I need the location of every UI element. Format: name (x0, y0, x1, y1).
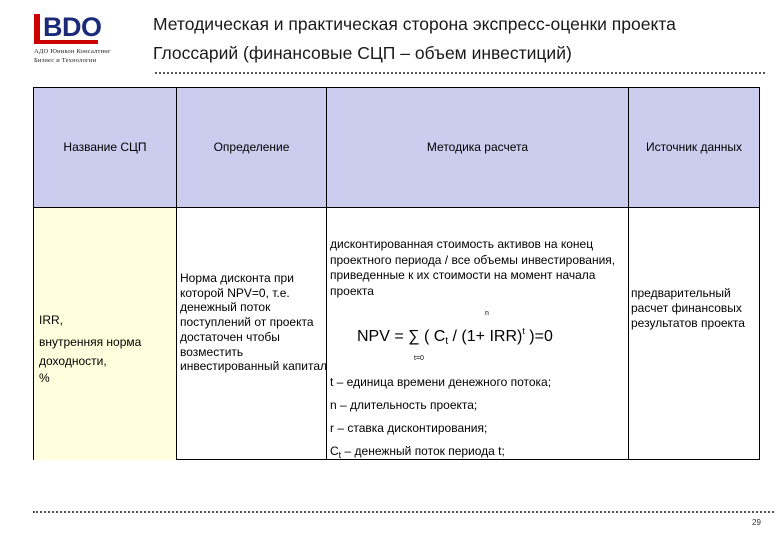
kpi-name-line4: % (39, 371, 50, 385)
method-note-n: n – длительность проекта; (330, 398, 478, 412)
note-ct-start: C (330, 444, 339, 458)
logo-mark (34, 14, 154, 46)
method-note-ct (330, 443, 505, 463)
kpi-name-line1: IRR, (39, 313, 63, 327)
column-source (629, 88, 759, 459)
formula-start: NPV = ∑ ( C (357, 328, 446, 345)
header-definition: Определение (213, 140, 290, 154)
header-method: Методика расчета (426, 140, 529, 154)
column-name (34, 88, 177, 459)
npv-formula (357, 326, 553, 347)
method-note-t: t – единица времени денежного потока; (330, 375, 552, 389)
data-source: предварительный расчет финансовых результатов проекта (631, 286, 745, 331)
kpi-name-line3: доходности, (39, 354, 107, 368)
header-source: Источник данных (645, 140, 743, 154)
method-note-r: r – ставка дисконтирования; (330, 421, 488, 435)
formula-subscript: t (445, 336, 449, 347)
note-ct-end: – денежный поток периода t; (341, 444, 505, 458)
formula-mid: / (1+ IRR) (448, 328, 523, 345)
method-description: дисконтированная стоимость активов на конец проектного периода / все объемы инвестирования, приведенные к их стоимости на момент начала проекта (330, 237, 616, 298)
glossary-table (33, 87, 760, 460)
kpi-name-line2: внутренняя норма (39, 335, 142, 349)
formula-superscript: t (522, 326, 525, 336)
page-number: 29 (752, 518, 761, 527)
sum-lower-limit: t=0 (414, 355, 424, 362)
page-subtitle: Глоссарий (финансовые СЦП – объем инвестиций) (153, 43, 572, 63)
page-title: Методическая и практическая сторона экспресс-оценки проекта (153, 14, 676, 34)
header-name: Название СЦП (63, 140, 147, 154)
formula-end: )=0 (524, 328, 553, 345)
footer-divider (33, 511, 774, 513)
note-ct-subscript: t (338, 450, 342, 460)
sum-upper-limit: n (485, 310, 489, 317)
logo-subtitle-2: Бизнес и Технологии (34, 57, 97, 64)
logo-brand: BDO (43, 12, 102, 42)
title-divider (155, 72, 765, 74)
kpi-definition: Норма дисконта при которой NPV=0, т.е. денежный поток поступлений от проекта достаточен чтобы возместить инвестированный капитал (180, 271, 328, 374)
logo-subtitle-1: АДО Юникон Консалтинг (34, 48, 111, 55)
bdo-logo (34, 14, 154, 64)
